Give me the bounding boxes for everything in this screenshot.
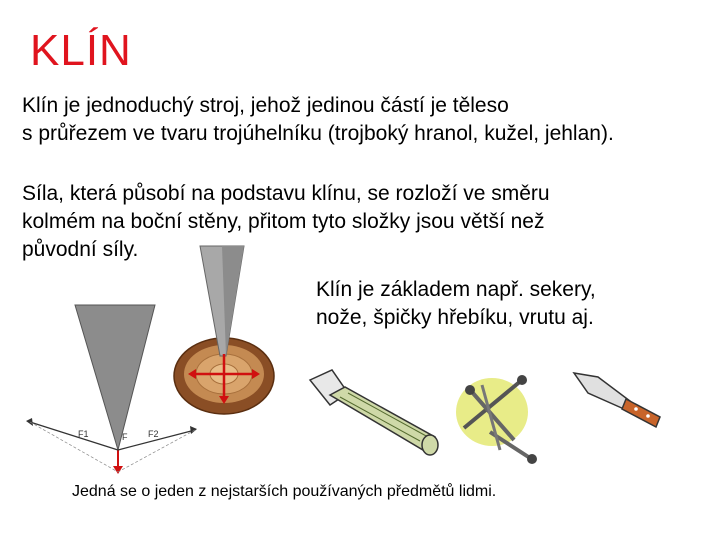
- force-line-3: původní síly.: [22, 238, 139, 261]
- knife-illustration: [568, 365, 668, 435]
- examples-paragraph: [316, 276, 676, 332]
- examples-line-1: Klín je základem např. sekery,: [316, 278, 596, 301]
- force-line-2: kolmém na boční stěny, přitom tyto složky jsou větší než: [22, 210, 545, 233]
- caption: Jedná se o jeden z nejstarších používaných předmětů lidmi.: [72, 483, 497, 500]
- axe-illustration: [300, 365, 445, 465]
- examples-line-2: nože, špičky hřebíku, vrutu aj.: [316, 306, 594, 329]
- definition-line-2: s průřezem ve tvaru trojúhelníku (trojboký hranol, kužel, jehlan).: [22, 122, 614, 145]
- label-f2: F2: [148, 429, 159, 439]
- definition-paragraph: [22, 92, 712, 148]
- label-f: F: [122, 432, 128, 442]
- label-f1: F1: [78, 429, 89, 439]
- definition-line-1: Klín je jednoduchý stroj, jehož jedinou částí je těleso: [22, 94, 509, 117]
- force-line-1: Síla, která působí na podstavu klínu, se rozloží ve směru: [22, 182, 550, 205]
- log-splitting-wedge: [172, 238, 280, 438]
- slide-title: KLÍN: [30, 26, 132, 75]
- nails-illustration: [452, 370, 542, 465]
- force-paragraph: [22, 180, 642, 264]
